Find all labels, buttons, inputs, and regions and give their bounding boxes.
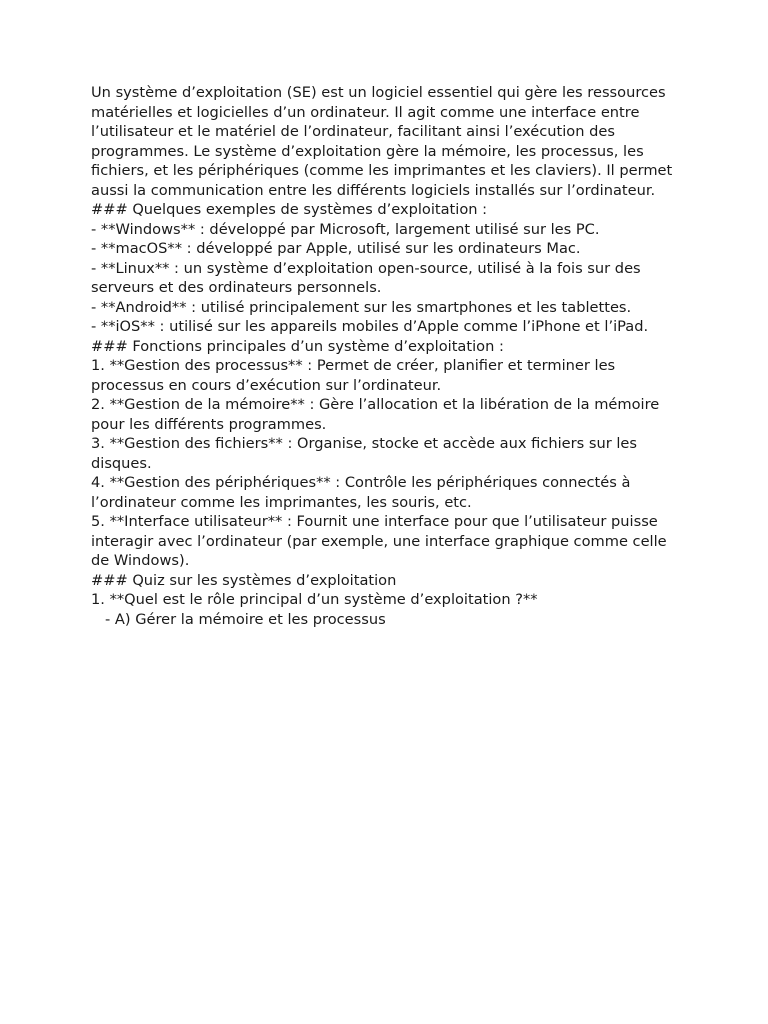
examples-heading: ### Quelques exemples de systèmes d’exploitation : <box>91 201 488 218</box>
function-item-processes: 1. **Gestion des processus** : Permet de créer, planifier et terminer les processus en cours d’exécution sur l’ordinateur. <box>91 357 620 394</box>
quiz-heading: ### Quiz sur les systèmes d’exploitation <box>91 571 397 589</box>
intro-paragraph: Un système d’exploitation (SE) est un logiciel essentiel qui gère les ressources matérielles et logicielles d’un ordinateur. Il agit comme une interface entre l’utilisateur et le matériel de l’ordinateur, facilitant ainsi l’exécution des programmes. Le système d’exploitation gère la mémoire, les processus, les fichiers, et les périphériques (comme les imprimantes et les claviers). Il permet aussi la communication entre les différents logiciels installés sur l’ordinateur. <box>91 84 677 199</box>
example-item-windows: - **Windows** : développé par Microsoft, largement utilisé sur les PC. <box>91 220 600 238</box>
example-item-macos: - **macOS** : développé par Apple, utilisé sur les ordinateurs Mac. <box>91 240 581 257</box>
function-item-files: 3. **Gestion des fichiers** : Organise, stocke et accède aux fichiers sur les disques. <box>91 435 642 472</box>
document-page <box>91 83 681 629</box>
example-item-linux: - **Linux** : un système d’exploitation open-source, utilisé à la fois sur des serveurs et des ordinateurs personnels. <box>91 259 646 296</box>
function-item-devices: 4. **Gestion des périphériques** : Contrôle les périphériques connectés à l’ordinateur comme les imprimantes, les souris, etc. <box>91 474 636 511</box>
functions-heading: ### Fonctions principales d’un système d’exploitation : <box>91 337 504 355</box>
quiz-question-1: 1. **Quel est le rôle principal d’un système d’exploitation ?** <box>91 591 538 608</box>
function-item-memory: 2. **Gestion de la mémoire** : Gère l’allocation et la libération de la mémoire pour les différents programmes. <box>91 396 664 433</box>
quiz-option-a: - A) Gérer la mémoire et les processus <box>105 610 386 628</box>
example-item-ios: - **iOS** : utilisé sur les appareils mobiles d’Apple comme l’iPhone et l’iPad. <box>91 318 649 335</box>
function-item-interface: 5. **Interface utilisateur** : Fournit une interface pour que l’utilisateur puisse interagir avec l’ordinateur (par exemple, une interface graphique comme celle de Windows). <box>91 513 672 569</box>
example-item-android: - **Android** : utilisé principalement sur les smartphones et les tablettes. <box>91 298 632 316</box>
